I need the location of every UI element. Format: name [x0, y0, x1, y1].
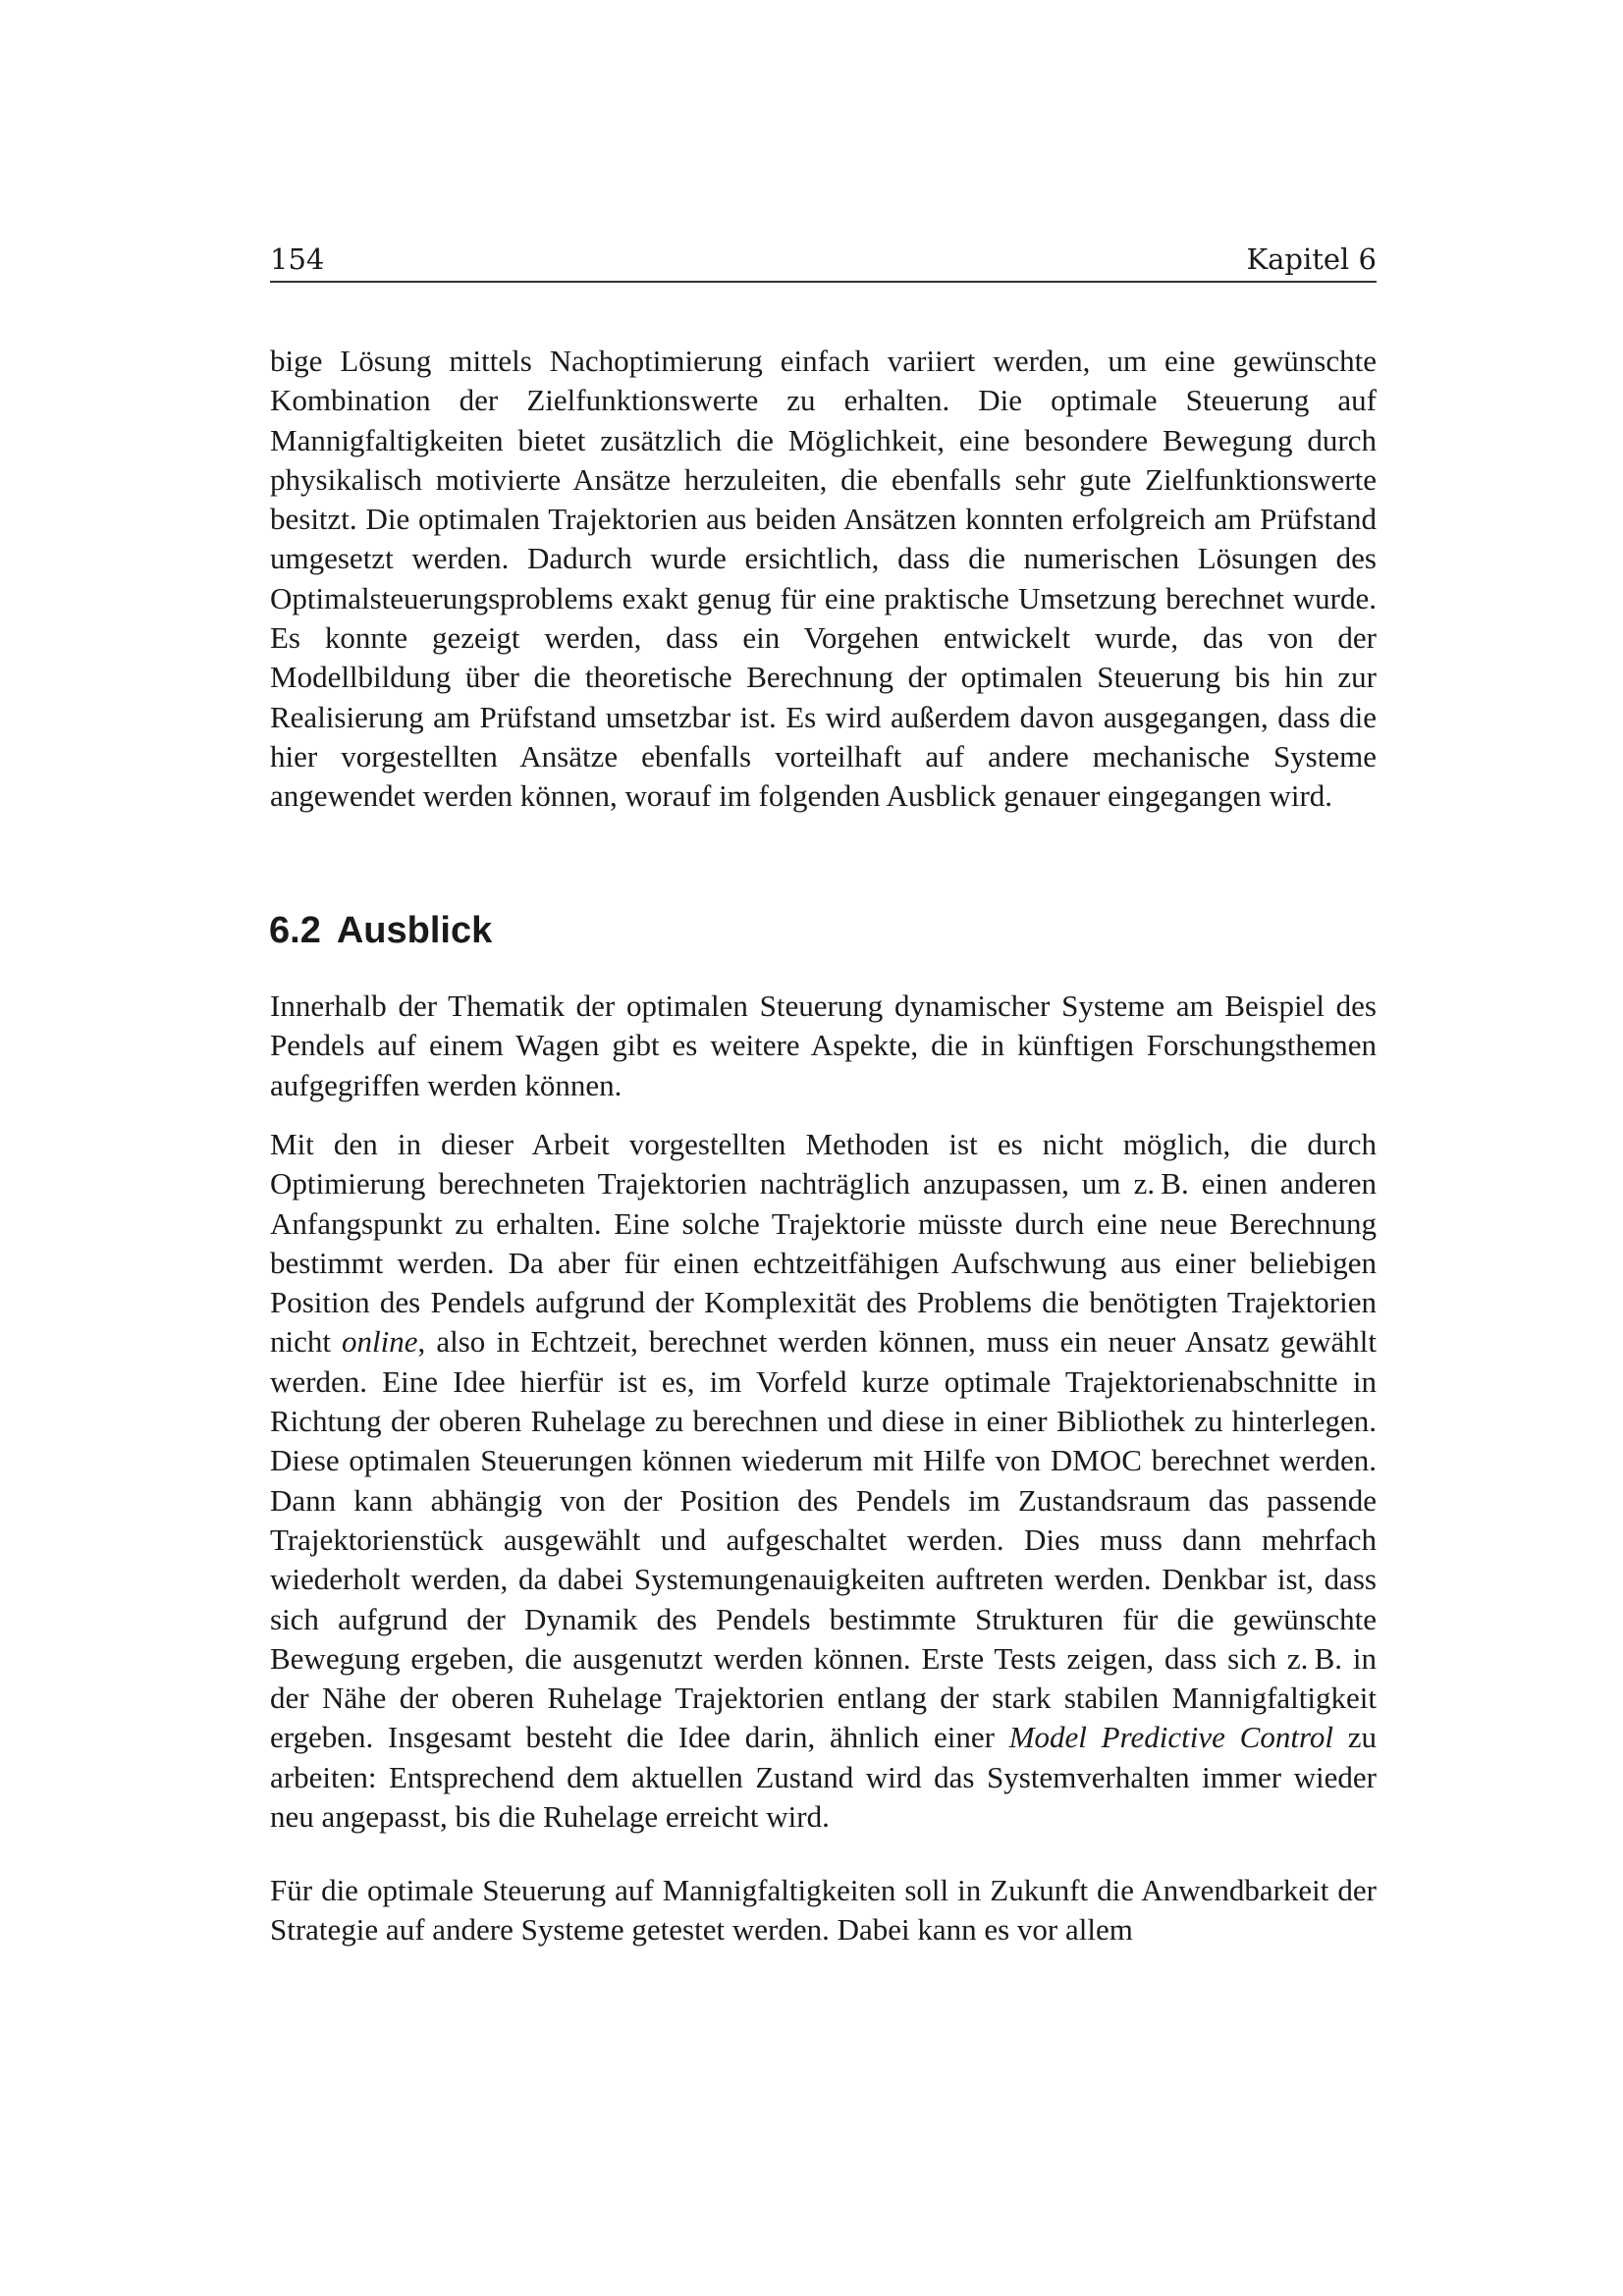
- page-number: 154: [270, 242, 325, 276]
- body-paragraph-summary: bige Lösung mittels Nachoptimierung einfach variiert werden, um eine gewünschte Kombination der Zielfunktionswerte zu erhalten. Die optimale Steuerung auf Mannigfaltigkeiten bietet zusätzlich die Möglichkeit, eine besondere Bewegung durch physikalisch motivierte Ansätze herzuleiten, die ebenfalls sehr gute Zielfunktionswerte besitzt. Die optimalen Trajektorien aus beiden Ansätzen konnten erfolgreich am Prüfstand umgesetzt werden. Dadurch wurde ersichtlich, dass die numerischen Lösungen des Optimalsteuerungsproblems exakt genug für eine praktische Umsetzung berechnet wurde. Es konnte gezeigt werden, dass ein Vorgehen entwickelt wurde, das von der Modellbildung über die theoretische Berechnung der optimalen Steuerung bis hin zur Realisierung am Prüfstand umsetzbar ist. Es wird außerdem davon ausgegangen, dass die hier vorgestellten Ansätze ebenfalls vorteilhaft auf andere mechanische Systeme angewendet werden können, worauf im folgenden Ausblick genauer eingegangen wird.: [270, 344, 1377, 814]
- paragraph-text: Mit den in dieser Arbeit vorgestellten Methoden ist es nicht möglich, die durch Optimierung berechneten Trajektorien nachträglich anzupassen, um z. B. einen anderen Anfangspunkt zu erhalten. Eine solche Trajektorie müsste durch eine neue Berechnung bestimmt werden. Da aber für einen echtzeitfähigen Aufschwung aus einer beliebigen Position des Pendels aufgrund der Komplexität des Problems die benötigten Trajektorien nicht: [270, 1127, 1377, 1360]
- body-paragraph-outlook: Für die optimale Steuerung auf Mannigfaltigkeiten soll in Zukunft die Anwendbarkeit der Strategie auf andere Systeme getestet werden. Dabei kann es vor allem: [270, 1873, 1377, 1948]
- body-paragraph-intro: Innerhalb der Thematik der optimalen Steuerung dynamischer Systeme am Beispiel des Pendels auf einem Wagen gibt es weitere Aspekte, die in künftigen Forschungsthemen aufgegriffen werden können.: [270, 988, 1377, 1102]
- paragraph-text: , also in Echtzeit, berechnet werden können, muss ein neuer Ansatz gewählt werden. Eine Idee hierfür ist es, im Vorfeld kurze optimale Trajektorienabschnitte in Richtung der oberen Ruhelage zu berechnen und diese in einer Bibliothek zu hinterlegen. Diese optimalen Steuerungen können wiederum mit Hilfe von DMOC berechnet werden. Dann kann abhängig von der Position des Pendels im Zustandsraum das passende Trajektorienstück ausgewählt und aufgeschaltet werden. Dies muss dann mehrfach wiederholt werden, da dabei Systemungenauigkeiten auftreten werden. Denkbar ist, dass sich aufgrund der Dynamik des Pendels bestimmte Strukturen für die gewünschte Bewegung ergeben, die ausgenutzt werden können. Erste Tests zeigen, dass sich z. B. in der Nähe der oberen Ruhelage Trajektorien entlang der stark stabilen Mannigfaltigkeit ergeben. Insgesamt besteht die Idee darin, ähnlich einer: [270, 1324, 1377, 1755]
- paragraph-text: zu arbeiten: Entsprechend dem aktuellen Zustand wird das Systemverhalten immer wieder neu angepasst, bis die Ruhelage erreicht wird.: [270, 1720, 1378, 1835]
- section-title: Ausblick: [336, 910, 493, 951]
- emphasis-mpc: Model Predictive Control: [1008, 1720, 1333, 1755]
- running-header-chapter: Kapitel 6: [1246, 242, 1377, 276]
- body-paragraph-methods: [270, 1125, 1377, 1837]
- section-heading: [269, 907, 492, 954]
- section-number: 6.2: [269, 910, 321, 951]
- page-header: [270, 240, 1377, 283]
- emphasis-online: online: [342, 1324, 418, 1360]
